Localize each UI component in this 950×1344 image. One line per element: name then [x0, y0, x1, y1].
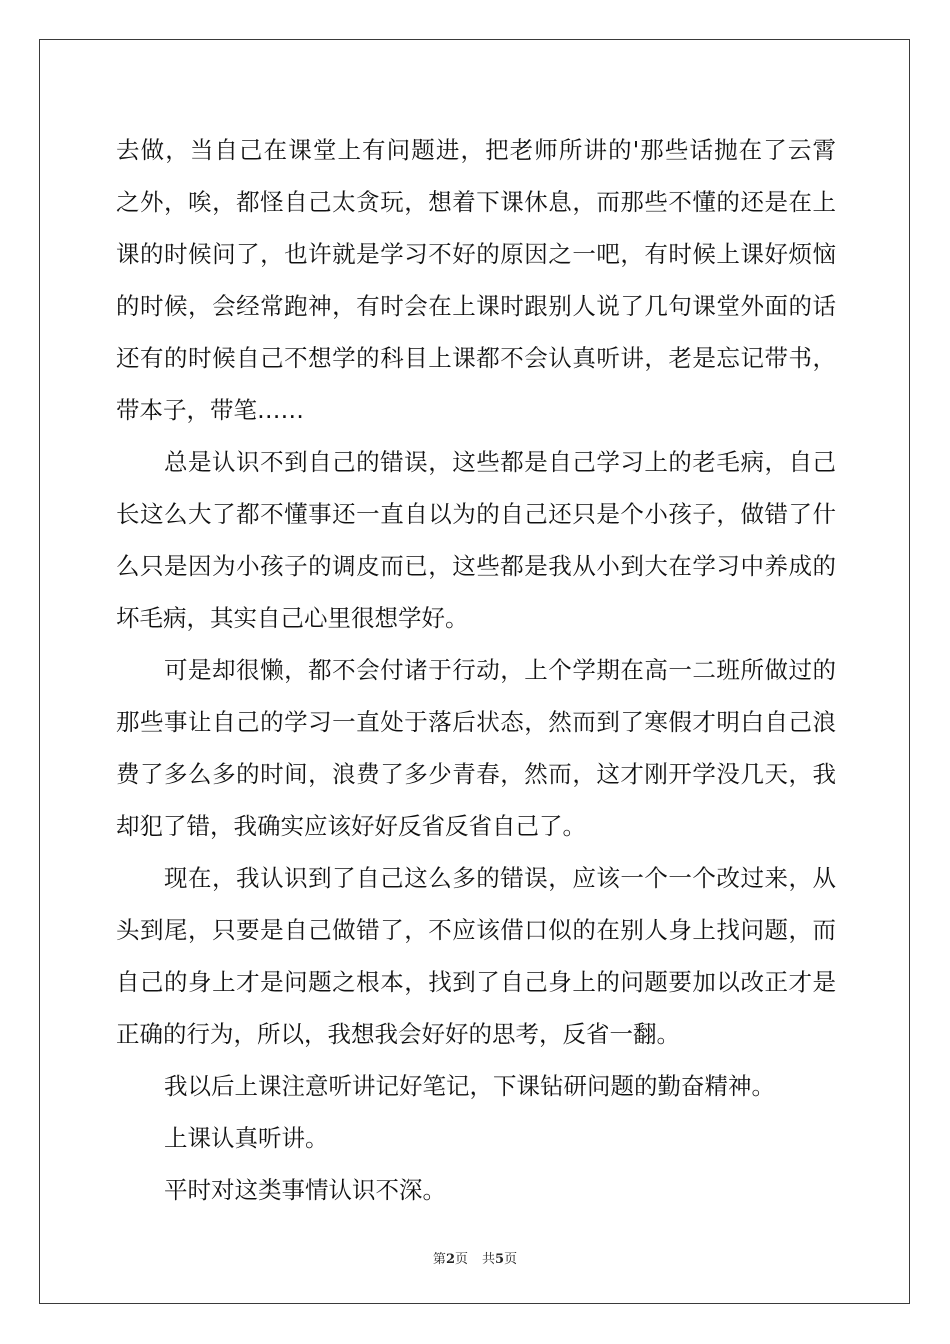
text-line: 正确的行为，所以，我想我会好好的思考，反省一翻。: [116, 1020, 680, 1048]
text-line: 去做，当自己在课堂上有问题进，把老师所讲的'那些话抛在了云霄: [116, 136, 836, 164]
paragraph: [116, 1060, 836, 1112]
paragraph: [116, 644, 836, 852]
paragraph: [116, 1164, 836, 1216]
text-line: 坏毛病，其实自己心里很想学好。: [116, 604, 469, 632]
text-line: 带本子，带笔……: [116, 396, 304, 424]
text-line: 课的时候问了，也许就是学习不好的原因之一吧，有时候上课好烦恼: [116, 240, 836, 268]
text-line: 长这么大了都不懂事还一直自以为的自己还只是个小孩子，做错了什: [116, 500, 836, 528]
text-line: 我以后上课注意听讲记好笔记，下课钻研问题的勤奋精神。: [164, 1072, 775, 1100]
paragraph: [116, 124, 836, 436]
total-pages-prefix: 共: [482, 1252, 496, 1267]
text-line: 总是认识不到自己的错误，这些都是自己学习上的老毛病，自己: [164, 448, 836, 476]
text-line: 费了多么多的时间，浪费了多少青春，然而，这才刚开学没几天，我: [116, 760, 836, 788]
paragraph: [116, 436, 836, 644]
current-page-number: 2: [445, 1252, 455, 1267]
text-line: 头到尾，只要是自己做错了，不应该借口似的在别人身上找问题，而: [116, 916, 836, 944]
page-footer: [0, 1248, 950, 1267]
text-line: 的时候，会经常跑神，有时会在上课时跟别人说了几句课堂外面的话: [116, 292, 836, 320]
text-line: 自己的身上才是问题之根本，找到了自己身上的问题要加以改正才是: [116, 968, 836, 996]
text-line: 还有的时候自己不想学的科目上课都不会认真听讲，老是忘记带书，: [116, 344, 836, 372]
total-pages-suffix: 页: [504, 1252, 518, 1267]
text-line: 上课认真听讲。: [164, 1124, 329, 1152]
page-number-prefix: 第: [432, 1252, 446, 1267]
text-line: 之外，唉，都怪自己太贪玩，想着下课休息，而那些不懂的还是在上: [116, 188, 836, 216]
total-pages-number: 5: [495, 1252, 505, 1267]
paragraph: [116, 852, 836, 1060]
paragraph: [116, 1112, 836, 1164]
text-line: 那些事让自己的学习一直处于落后状态，然而到了寒假才明白自己浪: [116, 708, 836, 736]
text-line: 却犯了错，我确实应该好好反省反省自己了。: [116, 812, 586, 840]
text-line: 可是却很懒，都不会付诸于行动，上个学期在高一二班所做过的: [164, 656, 836, 684]
page-number-suffix: 页: [454, 1252, 468, 1267]
text-line: 现在，我认识到了自己这么多的错误，应该一个一个改过来，从: [164, 864, 836, 892]
text-line: 平时对这类事情认识不深。: [164, 1176, 446, 1204]
document-body: [116, 124, 836, 1216]
text-line: 么只是因为小孩子的调皮而已，这些都是我从小到大在学习中养成的: [116, 552, 836, 580]
